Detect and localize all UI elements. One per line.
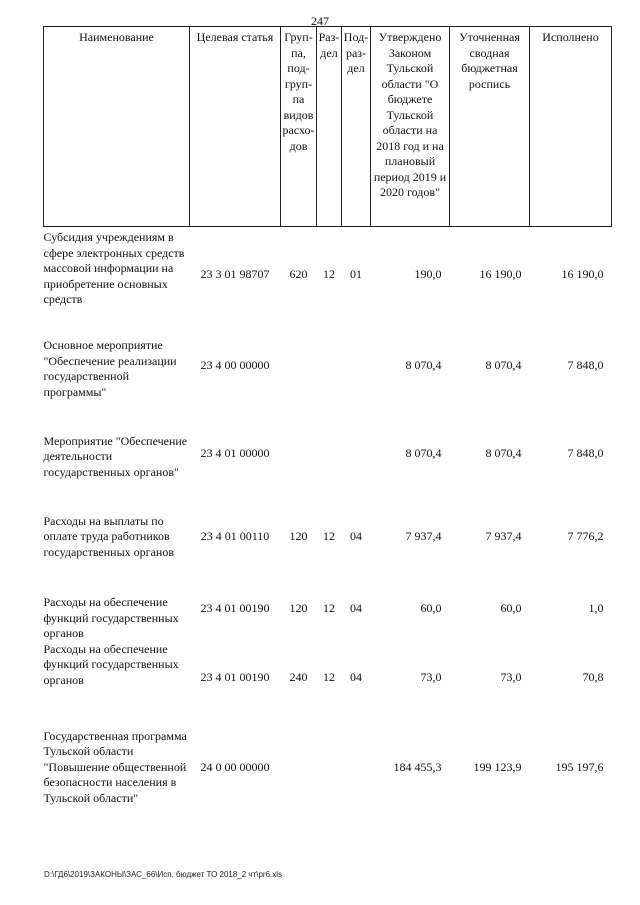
header-approved: Утверждено Законом Тульской области "О бюджете Тульской области на 2018 год и на плановый период 2019 и 2020 годов" [371, 27, 450, 227]
row-group: 620 [289, 267, 308, 281]
row-name: Мероприятие "Обеспечение деятельности государственных органов" [43, 433, 188, 479]
row-refined: 199 123,9 [473, 759, 522, 774]
row-name: Основное мероприятие "Обеспечение реализации государственной программы" [43, 338, 177, 399]
row-subsection: 04 [350, 670, 362, 685]
row-name: Государственная программа Тульской области "Повышение общественной безопасности населения в Тульской области" [43, 728, 187, 805]
row-executed: 7 776,2 [567, 529, 604, 544]
file-path-footer: D:\ГД6\2019\ЗАКОНЫ\ЗАС_66\Исп. бюджет ТО 2018_2 чт\pr6.xls [44, 870, 283, 879]
row-approved: 190,0 [414, 267, 442, 281]
table-row [44, 410, 612, 499]
row-name: Расходы на обеспечение функций государственных органов [43, 641, 179, 687]
row-refined: 8 070,4 [485, 358, 522, 373]
row-name: Субсидия учреждениям в сфере электронных средств массовой информации на приобретение основных средств [43, 230, 185, 306]
header-target-article: Целевая статья [190, 27, 281, 227]
row-code: 24 0 00 00000 [200, 759, 270, 774]
row-subsection [342, 323, 371, 410]
row-code: 23 4 00 00000 [200, 358, 270, 373]
table-row [44, 576, 612, 642]
row-group: 240 [289, 670, 308, 685]
table-row [44, 642, 612, 715]
row-executed: 7 848,0 [567, 446, 604, 461]
row-refined: 60,0 [500, 600, 522, 615]
header-section: Раз-дел [317, 27, 342, 227]
row-section: 12 [323, 600, 335, 615]
row-executed: 16 190,0 [561, 267, 604, 281]
header-name: Наименование [44, 27, 190, 227]
table-row [44, 323, 612, 410]
row-approved: 8 070,4 [405, 358, 442, 373]
header-refined: Уточненная сводная бюджетная роспись [450, 27, 530, 227]
header-subsection: Под-раз-дел [342, 27, 371, 227]
row-refined: 8 070,4 [485, 446, 522, 461]
row-code: 23 3 01 98707 [200, 267, 270, 281]
row-group: 120 [289, 529, 308, 544]
row-approved: 73,0 [420, 670, 442, 685]
row-refined: 16 190,0 [479, 267, 522, 281]
row-section: 12 [323, 670, 335, 685]
row-executed: 1,0 [588, 600, 604, 615]
row-refined: 73,0 [500, 670, 522, 685]
row-group: 120 [289, 600, 308, 615]
row-section: 12 [323, 267, 335, 281]
row-subsection: 01 [350, 267, 362, 281]
row-section [317, 323, 342, 410]
table-row [44, 227, 612, 323]
row-executed: 7 848,0 [567, 358, 604, 373]
table-row [44, 715, 612, 821]
row-group [281, 410, 317, 499]
header-executed: Исполнено [530, 27, 612, 227]
row-executed: 70,8 [582, 670, 604, 685]
row-code: 23 4 01 00110 [200, 529, 270, 544]
table-header-row [44, 27, 612, 227]
row-group [281, 323, 317, 410]
row-executed: 195 197,6 [555, 759, 604, 774]
row-name: Расходы на выплаты по оплате труда работников государственных органов [43, 513, 174, 559]
row-approved: 60,0 [420, 600, 442, 615]
budget-table [43, 26, 612, 821]
row-section: 12 [323, 529, 335, 544]
row-section [317, 715, 342, 821]
row-subsection [342, 410, 371, 499]
row-approved: 7 937,4 [405, 529, 442, 544]
table-row [44, 499, 612, 576]
row-subsection [342, 715, 371, 821]
row-approved: 184 455,3 [393, 759, 442, 774]
page-number: 247 [311, 14, 329, 28]
row-section [317, 410, 342, 499]
row-subsection: 04 [350, 529, 362, 544]
row-refined: 7 937,4 [485, 529, 522, 544]
row-code: 23 4 01 00190 [200, 670, 270, 685]
row-subsection: 04 [350, 600, 362, 615]
header-group: Груп-па, под-груп-па видов расхо-дов [281, 27, 317, 227]
row-approved: 8 070,4 [405, 446, 442, 461]
row-name: Расходы на обеспечение функций государственных органов [43, 595, 179, 640]
row-group [281, 715, 317, 821]
row-code: 23 4 01 00000 [200, 446, 270, 461]
row-code: 23 4 01 00190 [200, 600, 270, 615]
